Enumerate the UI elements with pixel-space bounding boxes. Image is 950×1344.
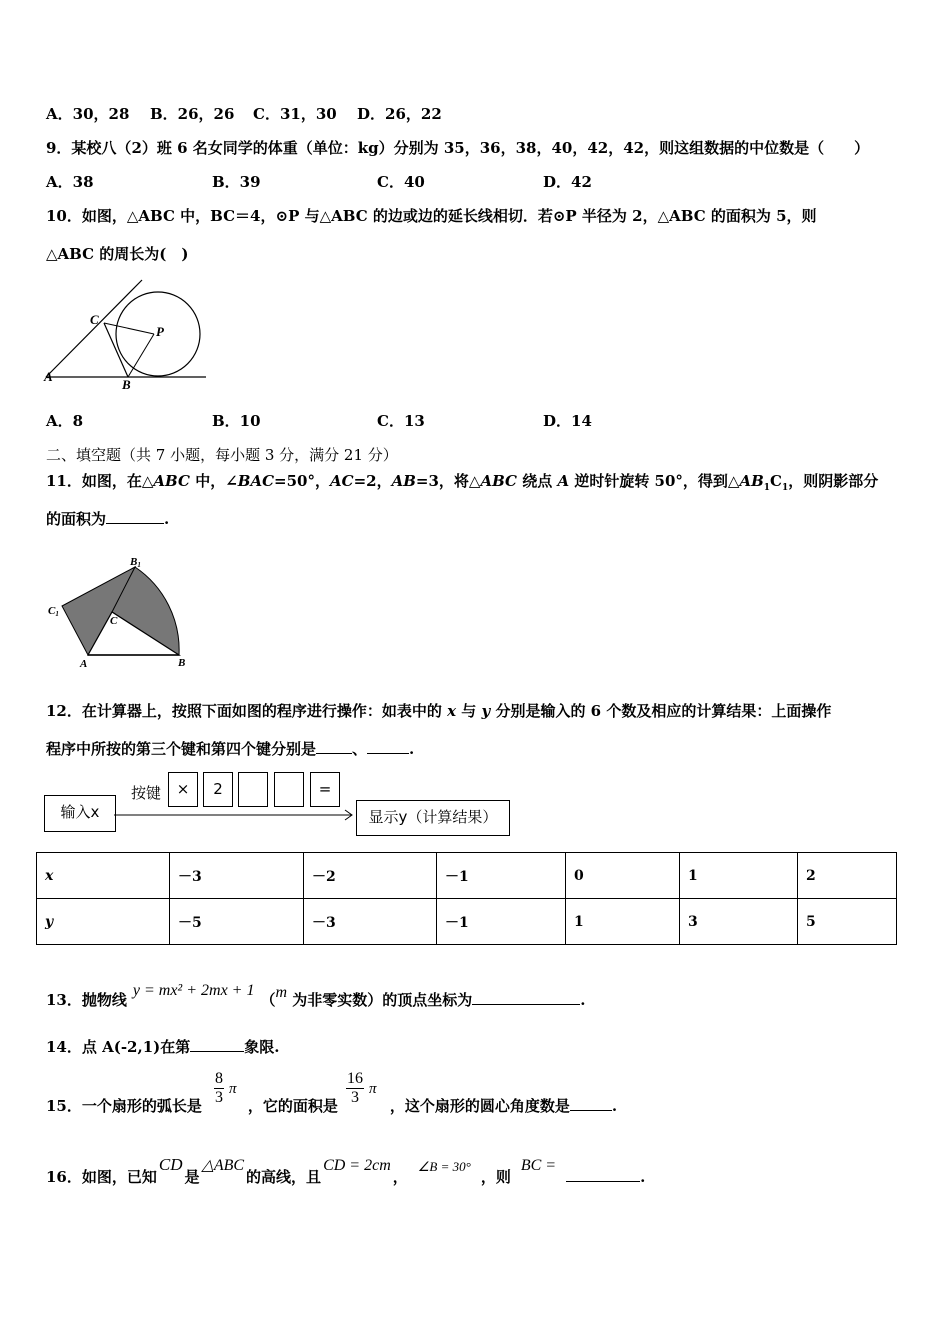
- q12-text-line1: 12．在计算器上，按照下面如图的程序进行操作：如表中的 x 与 y 分别是输入的 6 个数及相应的计算结果：上面操作: [46, 702, 832, 720]
- label-a: A: [80, 658, 88, 670]
- q10-figure: [40, 278, 215, 396]
- keys-label: 按键: [131, 784, 162, 802]
- output-y-box: 显示y（计算结果）: [356, 800, 510, 836]
- q8-option-a: A．30，28: [46, 105, 130, 123]
- input-x-box: 输入x: [44, 795, 116, 832]
- table-header-y: y: [37, 899, 170, 945]
- xy-table: [36, 852, 897, 945]
- key-blank-fourth: [274, 772, 304, 807]
- q13-formula: y = mx² + 2mx + 1: [132, 982, 255, 999]
- q11-figure: [42, 552, 192, 672]
- q12-blank-1[interactable]: [316, 753, 352, 754]
- table-cell: 2: [798, 853, 897, 899]
- label-c: C: [90, 312, 99, 327]
- q10-option-a: A．8: [46, 412, 84, 430]
- section2-heading: 二、填空题（共 7 小题，每小题 3 分，满分 21 分）: [46, 446, 398, 464]
- q15-text: 15．一个扇形的弧长是 ，它的面积是 ，这个扇形的圆心角度数是 .: [46, 1097, 618, 1115]
- q13-text: 13．抛物线y = mx² + 2mx + 1（m 为非零实数）的顶点坐标为 .: [46, 982, 586, 1009]
- q16-text: 16．如图，已知CD是△ABC的高线，且CD = 2cm，∠B = 30°，则BC =.: [46, 1155, 646, 1186]
- key-two: 2: [203, 772, 233, 807]
- q8-option-d: D．26，22: [357, 105, 442, 123]
- table-cell: 3: [680, 899, 798, 945]
- table-row-y: [37, 899, 897, 945]
- table-cell: 0: [566, 853, 680, 899]
- q11-text-line2: 的面积为 .: [46, 510, 170, 528]
- label-c1: C1: [48, 605, 59, 618]
- label-b1: B1: [130, 556, 141, 569]
- q8-option-b: B．26，26: [150, 105, 235, 123]
- segment-pb: [128, 334, 154, 377]
- label-c: C: [110, 615, 118, 627]
- q11-answer-blank[interactable]: [106, 523, 164, 524]
- q10-text-line1: 10．如图，△ABC 中，BC＝4，⊙P 与△ABC 的边或边的延长线相切．若⊙P 半径为 2，△ABC 的面积为 5，则: [46, 207, 817, 225]
- q10-text-line2: △ABC 的周长为( ): [46, 245, 189, 263]
- q15-pi-2: π: [369, 1081, 377, 1097]
- table-cell: －1: [437, 853, 566, 899]
- table-cell: －3: [170, 853, 304, 899]
- table-cell: 1: [680, 853, 798, 899]
- q10-option-d: D．14: [543, 412, 592, 430]
- flow-arrow: [114, 808, 356, 822]
- table-header-x: x: [37, 853, 170, 899]
- table-cell: －3: [304, 899, 437, 945]
- q9-option-c: C．40: [377, 173, 425, 191]
- table-cell: 1: [566, 899, 680, 945]
- q15-pi-1: π: [229, 1081, 237, 1097]
- table-cell: －5: [170, 899, 304, 945]
- table-cell: 5: [798, 899, 897, 945]
- segment-cp: [104, 323, 154, 334]
- q14-answer-blank[interactable]: [190, 1051, 244, 1052]
- table-cell: －1: [437, 899, 566, 945]
- label-b: B: [178, 657, 186, 669]
- q9-option-d: D．42: [543, 173, 592, 191]
- key-multiply: ×: [168, 772, 198, 807]
- q13-answer-blank[interactable]: [472, 1004, 580, 1005]
- q9-option-a: A．38: [46, 173, 94, 191]
- q15-answer-blank[interactable]: [570, 1110, 612, 1111]
- q10-option-b: B．10: [212, 412, 261, 430]
- table-cell: －2: [304, 853, 437, 899]
- q15-fraction-arc: $\frac{8}{3}$: [215, 1070, 223, 1106]
- q12-text-line2: 程序中所按的第三个键和第四个键分别是 、 .: [46, 740, 415, 758]
- q16-answer-blank[interactable]: [566, 1181, 640, 1182]
- q9-text: 9．某校八（2）班 6 名女同学的体重（单位：kg）分别为 35，36，38，40，42，42，则这组数据的中位数是（ ）: [46, 139, 870, 157]
- key-equals: =: [310, 772, 340, 807]
- q10-option-c: C．13: [377, 412, 425, 430]
- key-blank-third: [238, 772, 268, 807]
- q9-option-b: B．39: [212, 173, 261, 191]
- q8-option-c: C．31，30: [253, 105, 337, 123]
- q15-fraction-area: $\frac{16}{3}$: [347, 1070, 363, 1106]
- q11-text-line1: 11．如图，在△ABC 中，∠BAC=50°，AC=2，AB=3，将△ABC 绕点 A 逆时针旋转 50°，得到$\triangle AB_1C_1$，则阴影部分: [46, 472, 879, 493]
- label-a: A: [44, 369, 53, 384]
- table-row-x: [37, 853, 897, 899]
- label-b: B: [122, 377, 131, 392]
- label-p: P: [156, 324, 164, 339]
- q14-text: 14．点 A(-2,1)在第 象限.: [46, 1038, 280, 1056]
- q12-blank-2[interactable]: [367, 753, 409, 754]
